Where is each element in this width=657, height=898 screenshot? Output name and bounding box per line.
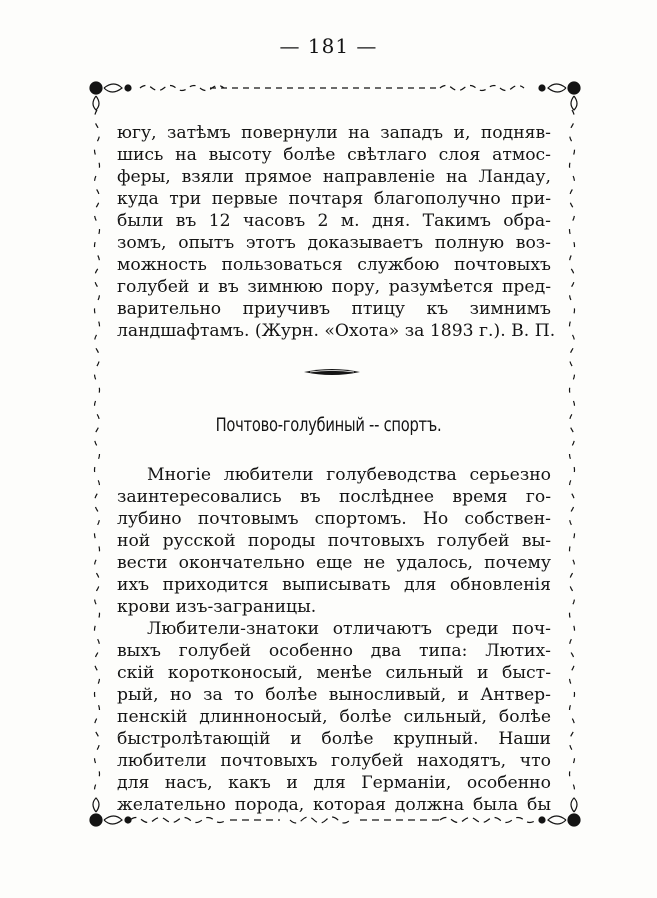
text-line: югу, затѣмъ повернули на западъ и, подняв- xyxy=(117,123,551,143)
text-line: заинтересовались въ послѣднее время го- xyxy=(117,487,551,507)
text-line: зомъ, опытъ этотъ доказываетъ полную воз- xyxy=(117,233,551,253)
text-line: быстролѣтающій и болѣе крупный. Наши xyxy=(117,729,551,749)
text-line: варительно приучивъ птицу къ зимнимъ xyxy=(117,299,551,319)
section-divider-ornament xyxy=(304,368,360,376)
text-line: пенскій длинноносый, болѣе сильный, болѣе xyxy=(117,707,551,727)
text-line: скій коротконосый, менѣе сильный и быст- xyxy=(117,663,551,683)
text-line: ихъ приходится выписывать для обновленія xyxy=(117,575,551,595)
corner-ornament-top-right xyxy=(539,82,580,110)
text-line: Любители-знатоки отличаютъ среди поч- xyxy=(147,619,551,639)
section-title: Почтово-голубиный -- спортъ. xyxy=(215,414,442,436)
text-line: шись на высоту болѣе свѣтлаго слоя атмос- xyxy=(117,145,551,165)
text-line: лубино почтовымъ спортомъ. Но собствен- xyxy=(117,509,551,529)
text-line: голубей и въ зимнюю пору, разумѣется пред- xyxy=(117,277,551,297)
text-line: Многіе любители голубеводства серьезно xyxy=(147,465,551,485)
text-line: вести окончательно еще не удалось, почему xyxy=(117,553,551,573)
corner-ornament-top-left xyxy=(90,82,131,110)
text-line: для насъ, какъ и для Германіи, особенно xyxy=(117,773,551,793)
page-number: — 181 — xyxy=(279,34,378,58)
text-line: ной русской породы почтовыхъ голубей вы- xyxy=(117,531,551,551)
text-line: ландшафтамъ. (Журн. «Охота» за 1893 г.). В. П. xyxy=(117,321,556,341)
text-line: желательно порода, которая должна была бы xyxy=(117,795,551,815)
text-line: рый, но за то болѣе выносливый, и Антвер- xyxy=(117,685,551,705)
text-line: выхъ голубей особенно два типа: Лютих- xyxy=(117,641,551,661)
text-line: куда три первые почтаря благополучно при- xyxy=(117,189,551,209)
text-line: любители почтовыхъ голубей находятъ, что xyxy=(117,751,551,771)
text-line: феры, взяли прямое направленіе на Ландау, xyxy=(117,167,551,187)
text-line: крови изъ-заграницы. xyxy=(117,597,317,617)
text-line: можность пользоваться службою почтовыхъ xyxy=(117,255,551,275)
text-line: были въ 12 часовъ 2 м. дня. Такимъ обра- xyxy=(117,211,551,231)
